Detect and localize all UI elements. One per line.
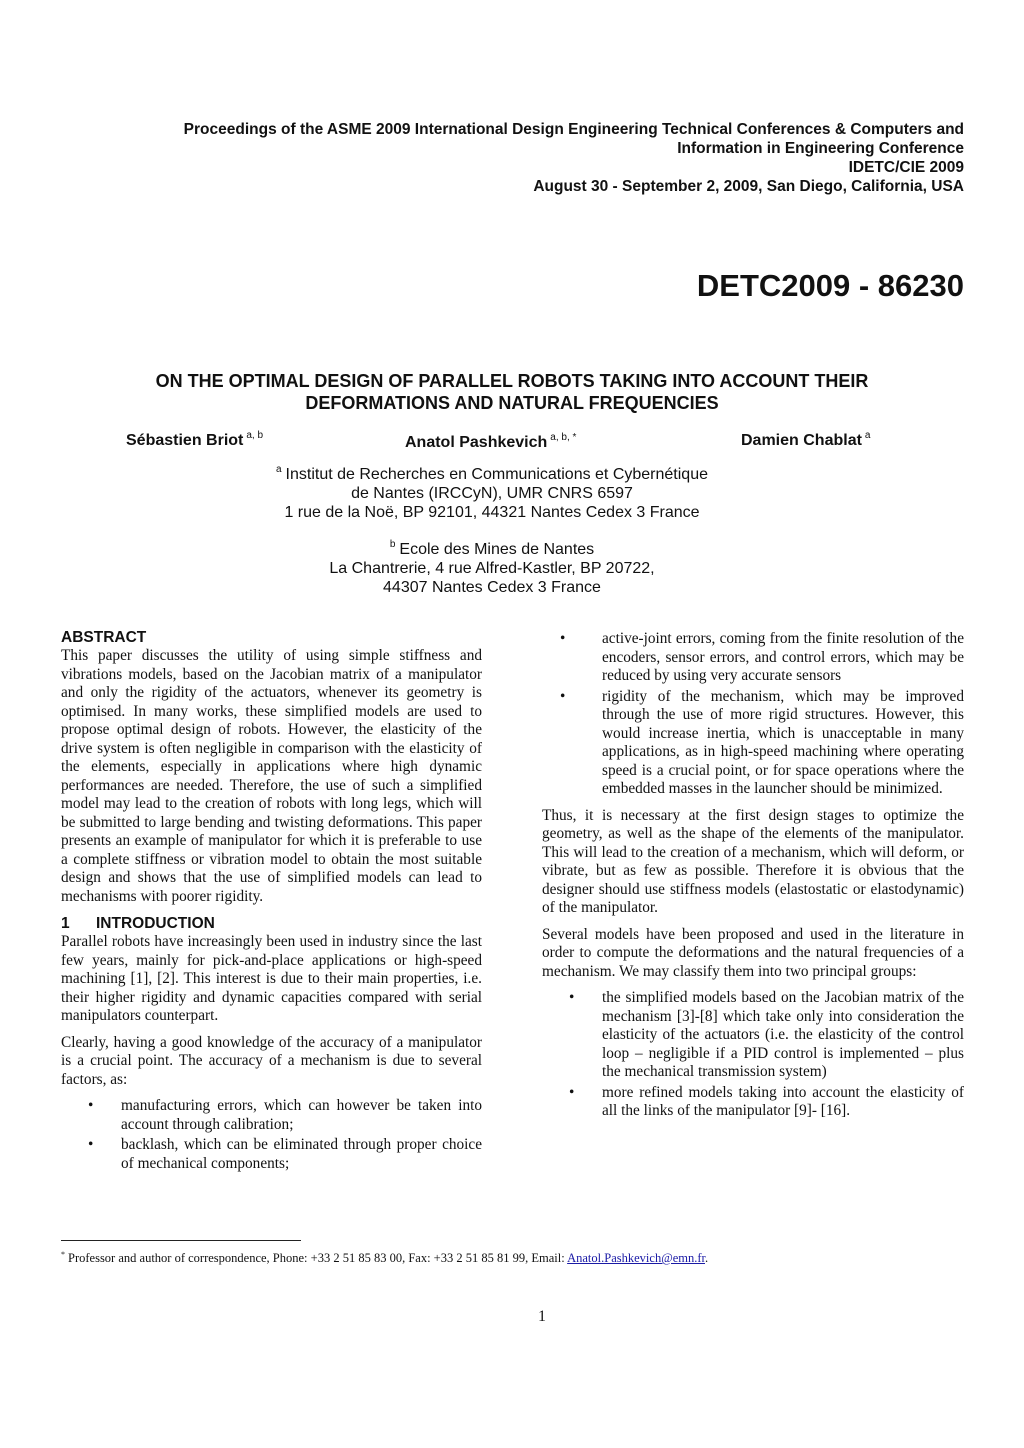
bullet-icon: •	[569, 989, 575, 1006]
bullet-icon: •	[88, 1136, 94, 1153]
list-item-text: the simplified models based on the Jacobian matrix of the mechanism [3]-[8] which take only into consideration the elasticity of the actuators (i.e. the elasticity of the control loop – negligible if a PID control is implemented – plus the mechanical transmission system)	[602, 989, 964, 1080]
left-column	[61, 628, 482, 1181]
footnote-divider	[61, 1240, 301, 1241]
author-affiliation-mark: a, b	[246, 430, 264, 441]
right-column	[542, 630, 964, 1129]
list-item-text: manufacturing errors, which can however be taken into account through calibration;	[121, 1097, 482, 1133]
footnote-tail: .	[704, 1251, 709, 1265]
footnote-mark: *	[61, 1250, 65, 1259]
proceedings-line-1: Proceedings of the ASME 2009 International Design Engineering Technical Conferences & Computers and	[183, 121, 964, 138]
intro-paragraph-1: Parallel robots have increasingly been used in industry since the last few years, mainly for pick-and-place applications or high-speed machining [1], [2]. This interest is due to their main properties, i.e. their higher rigidity and dynamic capacities compared with serial manipulators counterpart.	[61, 933, 482, 1024]
author-name: Sébastien Briot	[126, 432, 244, 449]
affiliation-line: 1 rue de la Noë, BP 92101, 44321 Nantes Cedex 3 France	[284, 504, 700, 521]
email-link[interactable]: Anatol.Pashkevich@emn.fr	[567, 1251, 705, 1265]
intro-paragraph-3: Thus, it is necessary at the first design stages to optimize the geometry, as well as the shape of the elements of the manipulator. This will lead to the creation of a mechanism, which will deform, or vibrate, but as few as possible. Therefore it is obvious that the designer should use stiffness models (elastostatic or elastodynamic) of the manipulator.	[542, 806, 964, 916]
bullet-icon: •	[569, 1083, 575, 1101]
author-affiliation-mark: a	[864, 430, 871, 441]
proceedings-line-4: August 30 - September 2, 2009, San Diego, California, USA	[533, 178, 964, 195]
footnote-text: Professor and author of correspondence, Phone: +33 2 51 85 83 00, Fax: +33 2 51 85 81 99, Email:	[68, 1251, 568, 1265]
proceedings-line-3: IDETC/CIE 2009	[848, 159, 964, 176]
page-number: 1	[538, 1308, 546, 1325]
section-number: 1	[61, 915, 70, 932]
list-item	[542, 989, 964, 1082]
affiliation-line: La Chantrerie, 4 rue Alfred-Kastler, BP 20722,	[329, 560, 655, 577]
proceedings-header	[64, 120, 964, 196]
affiliation-line: de Nantes (IRCCyN), UMR CNRS 6597	[351, 485, 633, 502]
affiliation-line: Ecole des Mines de Nantes	[399, 541, 595, 558]
paper-title	[60, 370, 964, 414]
affiliation-line: 44307 Nantes Cedex 3 France	[383, 579, 601, 596]
section-title: INTRODUCTION	[96, 915, 215, 932]
error-factors-list	[61, 1097, 482, 1173]
title-line-2: DEFORMATIONS AND NATURAL FREQUENCIES	[305, 393, 719, 413]
paper-id: DETC2009 - 86230	[696, 268, 964, 303]
model-groups-list	[542, 989, 964, 1121]
list-item-text: active-joint errors, coming from the finite resolution of the encoders, sensor errors, and control errors, which may be reduced by using very accurate sensors	[602, 630, 964, 684]
author-pashkevich	[405, 432, 576, 452]
list-item	[61, 1097, 482, 1134]
list-item-text: backlash, which can be eliminated through proper choice of mechanical components;	[121, 1136, 482, 1172]
bullet-icon: •	[88, 1097, 94, 1114]
list-item	[61, 1136, 482, 1173]
list-item-text: more refined models taking into account the elasticity of all the links of the manipulator [9]- [16].	[602, 1083, 964, 1119]
title-line-1: ON THE OPTIMAL DESIGN OF PARALLEL ROBOTS TAKING INTO ACCOUNT THEIR	[155, 371, 869, 391]
author-affiliation-mark: a, b, *	[550, 432, 577, 443]
list-item	[542, 630, 964, 686]
affiliation-mark: b	[389, 539, 396, 550]
abstract-text: This paper discusses the utility of using simple stiffness and vibrations models, based on the Jacobian matrix of a manipulator and only the rigidity of the actuators, whenever its geometry is optimised. In many works, these simplified models are used to propose optimal design of robots. However, the elasticity of the drive system is often negligible in comparison with the elasticity of the elements, especially in applications where high dynamic performances are needed. Therefore, the use of such a simplified model may lead to the creation of robots with long legs, which will be submitted to large bending and twisting deformations. This paper presents an example of manipulator for which it is preferable to use a complete stiffness or vibration model to obtain the most suitable design and shows that the use of simplified models can lead to mechanisms with poorer rigidity.	[61, 647, 482, 905]
affiliation-b	[200, 535, 784, 597]
affiliation-a	[200, 460, 784, 522]
bullet-icon: •	[560, 687, 566, 705]
list-item-text: rigidity of the mechanism, which may be improved through the use of more rigid structures. However, this would increase inertia, which is unacceptable in many applications, as in high-speed machining where operating speed is a crucial point, or for space operations where the embedded masses in the launcher should be minimized.	[602, 687, 964, 797]
abstract-heading: ABSTRACT	[61, 629, 147, 646]
introduction-heading	[61, 914, 482, 933]
author-name: Anatol Pashkevich	[405, 434, 548, 451]
author-briot	[126, 430, 263, 450]
list-item	[542, 688, 964, 799]
list-item	[542, 1084, 964, 1121]
author-name: Damien Chablat	[741, 432, 862, 449]
affiliation-mark: a	[275, 464, 282, 475]
intro-paragraph-2: Clearly, having a good knowledge of the accuracy of a manipulator is a crucial point. The accuracy of a mechanism is due to several factors, as:	[61, 1033, 482, 1088]
bullet-icon: •	[560, 630, 566, 647]
affiliation-line: Institut de Recherches en Communications et Cybernétique	[285, 466, 708, 483]
error-factors-list-continued	[542, 630, 964, 799]
intro-paragraph-4: Several models have been proposed and used in the literature in order to compute the deformations and the natural frequencies of a mechanism. We may classify them into two principal groups:	[542, 925, 964, 980]
proceedings-line-2: Information in Engineering Conference	[677, 140, 964, 157]
author-chablat	[741, 430, 870, 450]
footnote	[61, 1250, 708, 1266]
